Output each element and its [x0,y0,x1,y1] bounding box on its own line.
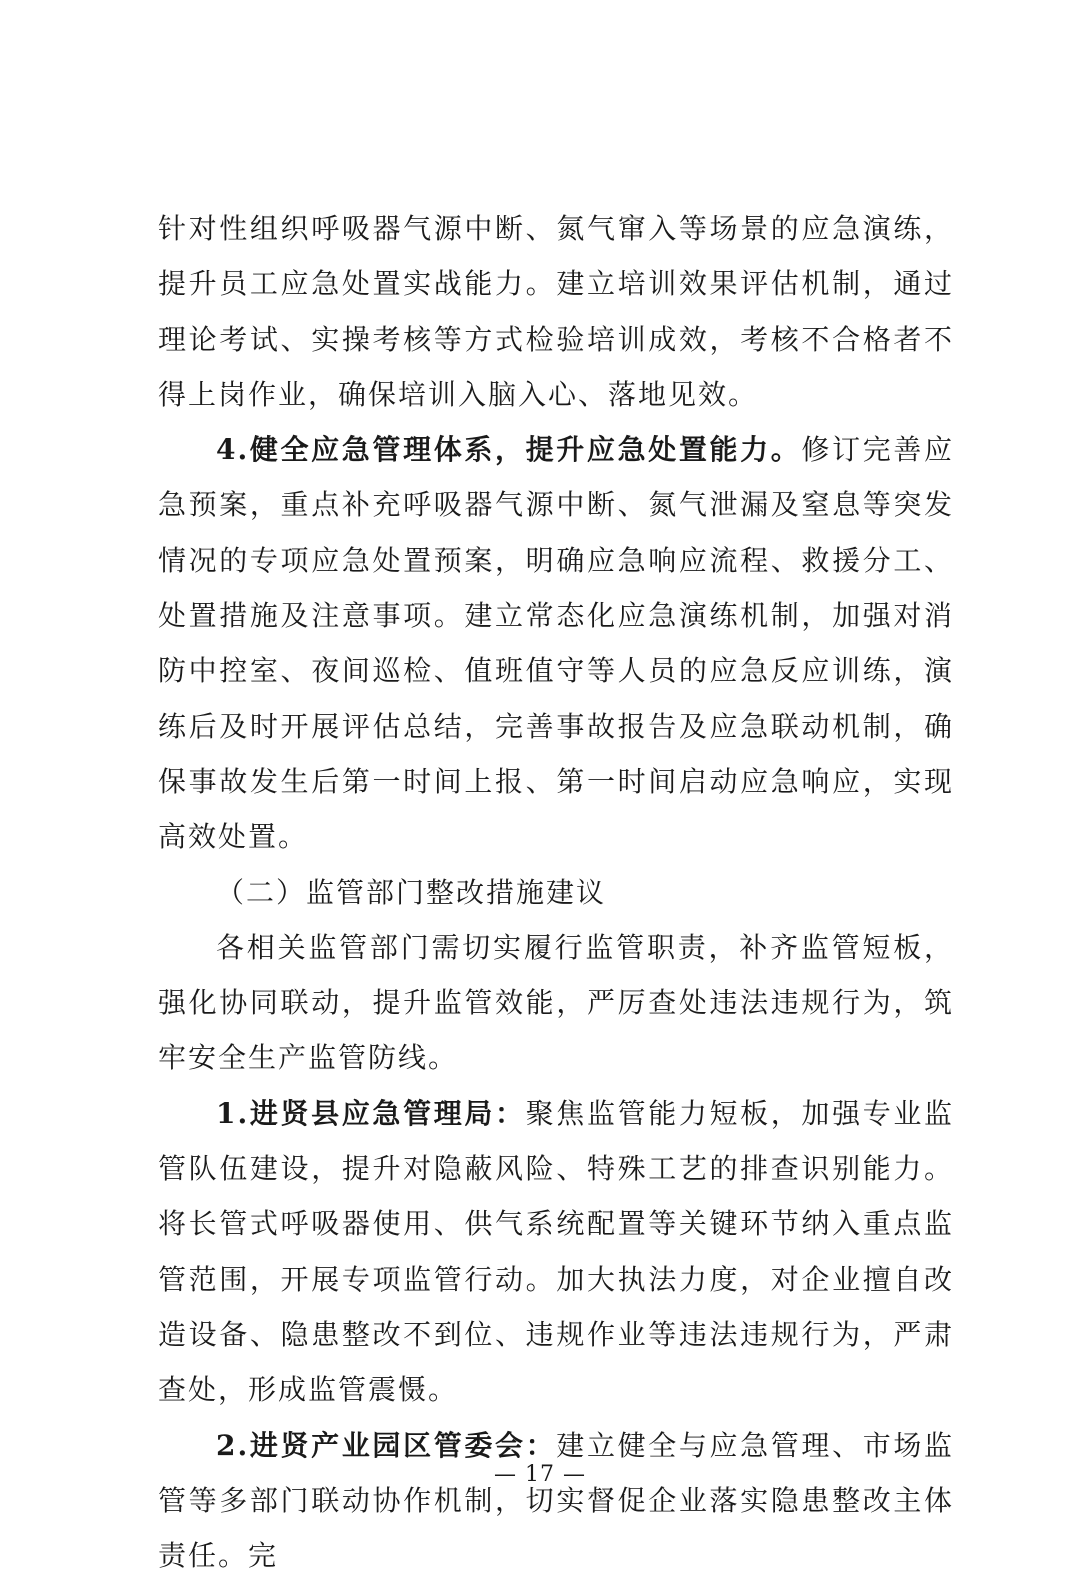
paragraph-text: 修订完善应急预案，重点补充呼吸器气源中断、氮气泄漏及窒息等突发情况的专项应急处置预案，明确应急响应流程、救援分工、处置措施及注意事项。建立常态化应急演练机制，加强对消防中控室、夜间巡检、值班值守等人员的应急反应训练，演练后及时开展评估总结，完善事故报告及应急联动机制，确保事故发生后第一时间上报、第一时间启动应急响应，实现高效处置。 [158,433,954,854]
paragraph-emergency-bureau [158,1086,954,1418]
document-body [158,201,954,1583]
subheading-text: （二）监管部门整改措施建议 [216,875,607,909]
paragraph-emergency-management [158,422,954,864]
paragraph-continuation [158,201,954,422]
paragraph-text: 建立健全与应急管理、市场监管等多部门联动协作机制，切实督促企业落实隐患整改主体责任。完 [158,1428,954,1573]
paragraph-industrial-park [158,1418,954,1583]
paragraph-text: 聚焦监管能力短板，加强专业监管队伍建设，提升对隐蔽风险、特殊工艺的排查识别能力。将长管式呼吸器使用、供气系统配置等关键环节纳入重点监管范围，开展专项监管行动。加大执法力度，对企业擅自改造设备、隐患整改不到位、违规作业等违法违规行为，严肃查处，形成监管震慑。 [158,1096,954,1407]
paragraph-heading: 2.进贤产业园区管委会： [216,1428,557,1462]
paragraph-regulators-intro [158,920,954,1086]
paragraph-heading: 1.进贤县应急管理局： [216,1096,526,1130]
page-number: — 17 — [494,1462,586,1487]
section-subheading [158,865,954,920]
paragraph-text: 各相关监管部门需切实履行监管职责，补齐监管短板，强化协同联动，提升监管效能，严厉查处违法违规行为，筑牢安全生产监管防线。 [158,930,954,1075]
paragraph-text: 针对性组织呼吸器气源中断、氮气窜入等场景的应急演练，提升员工应急处置实战能力。建立培训效果评估机制，通过理论考试、实操考核等方式检验培训成效，考核不合格者不得上岗作业，确保培训入脑入心、落地见效。 [158,212,954,411]
paragraph-heading: 4.健全应急管理体系，提升应急处置能力。 [216,433,802,467]
